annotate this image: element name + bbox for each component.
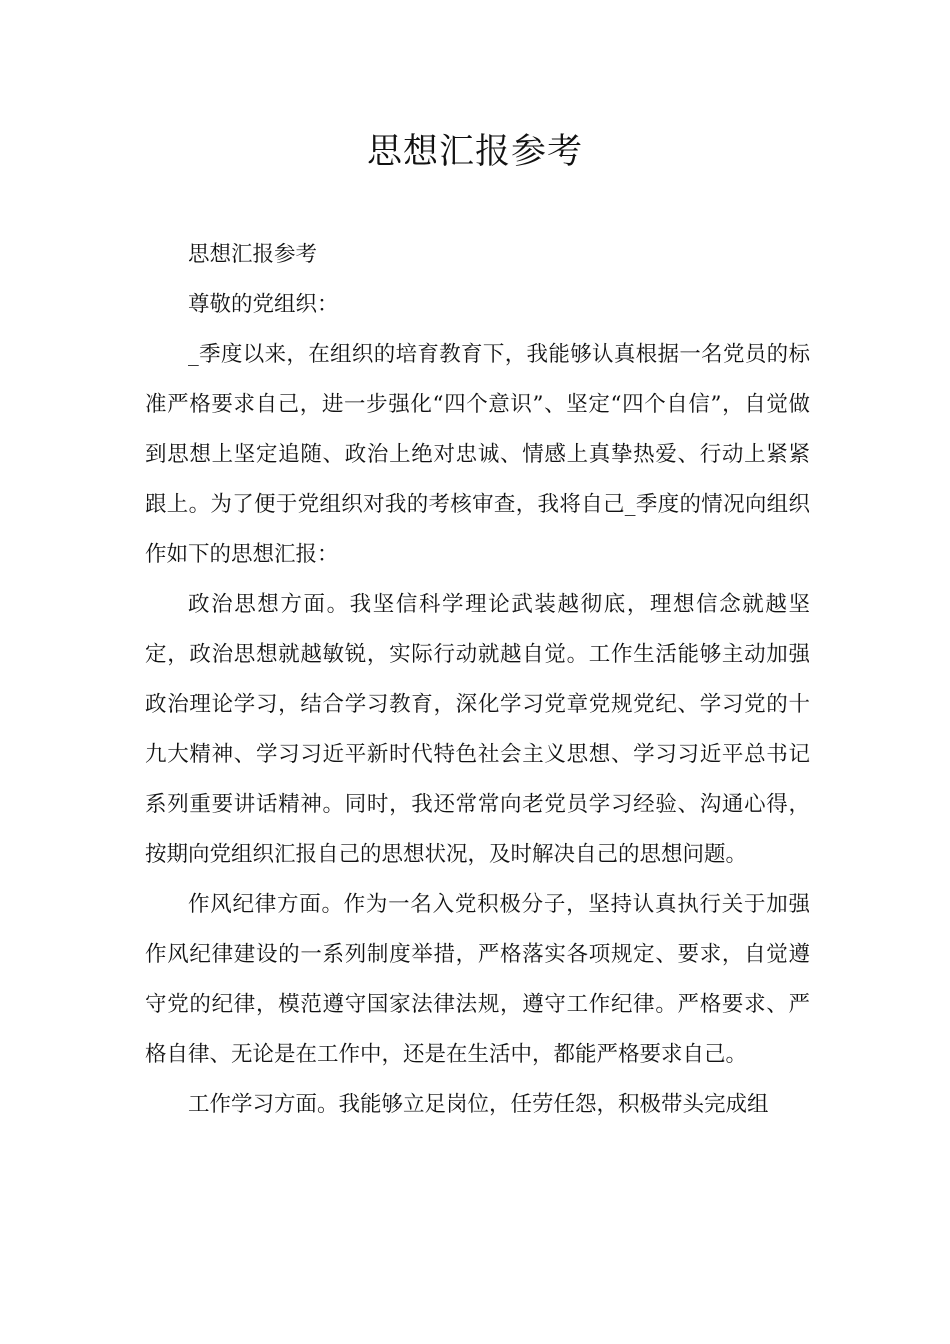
paragraph-salutation: 尊敬的党组织： xyxy=(188,292,339,317)
paragraph-political-thought: 政治思想方面。我坚信科学理论武装越彻底，理想信念就越坚定，政治思想就越敏锐，实际行动就越自觉。工作生活能够主动加强政治理论学习，结合学习教育，深化学习党章党规党纪、学习党的十九大精神、学习习近平新时代特色社会主义思想、学习习近平总书记系列重要讲话精神。同时，我还常常向老党员学习经验、沟通心得，按期向党组织汇报自己的思想状况，及时解决自己的思想问题。 xyxy=(145,592,810,867)
document-title: 思想汇报参考 xyxy=(366,132,583,172)
paragraph-subtitle: 思想汇报参考 xyxy=(188,242,318,267)
paragraph-discipline: 作风纪律方面。作为一名入党积极分子，坚持认真执行关于加强作风纪律建设的一系列制度举措，严格落实各项规定、要求，自觉遵守党的纪律，模范遵守国家法律法规，遵守工作纪律。严格要求、严格自律、无论是在工作中，还是在生活中，都能严格要求自己。 xyxy=(145,892,810,1067)
document-body xyxy=(145,230,810,1130)
paragraph-work-study: 工作学习方面。我能够立足岗位，任劳任怨，积极带头完成组 xyxy=(188,1092,769,1117)
paragraph-intro: _季度以来，在组织的培育教育下，我能够认真根据一名党员的标准严格要求自己，进一步强化“四个意识”、坚定“四个自信”，自觉做到思想上坚定追随、政治上绝对忠诚、情感上真挚热爱、行动上紧紧跟上。为了便于党组织对我的考核审查，我将自己_季度的情况向组织作如下的思想汇报： xyxy=(145,342,810,567)
